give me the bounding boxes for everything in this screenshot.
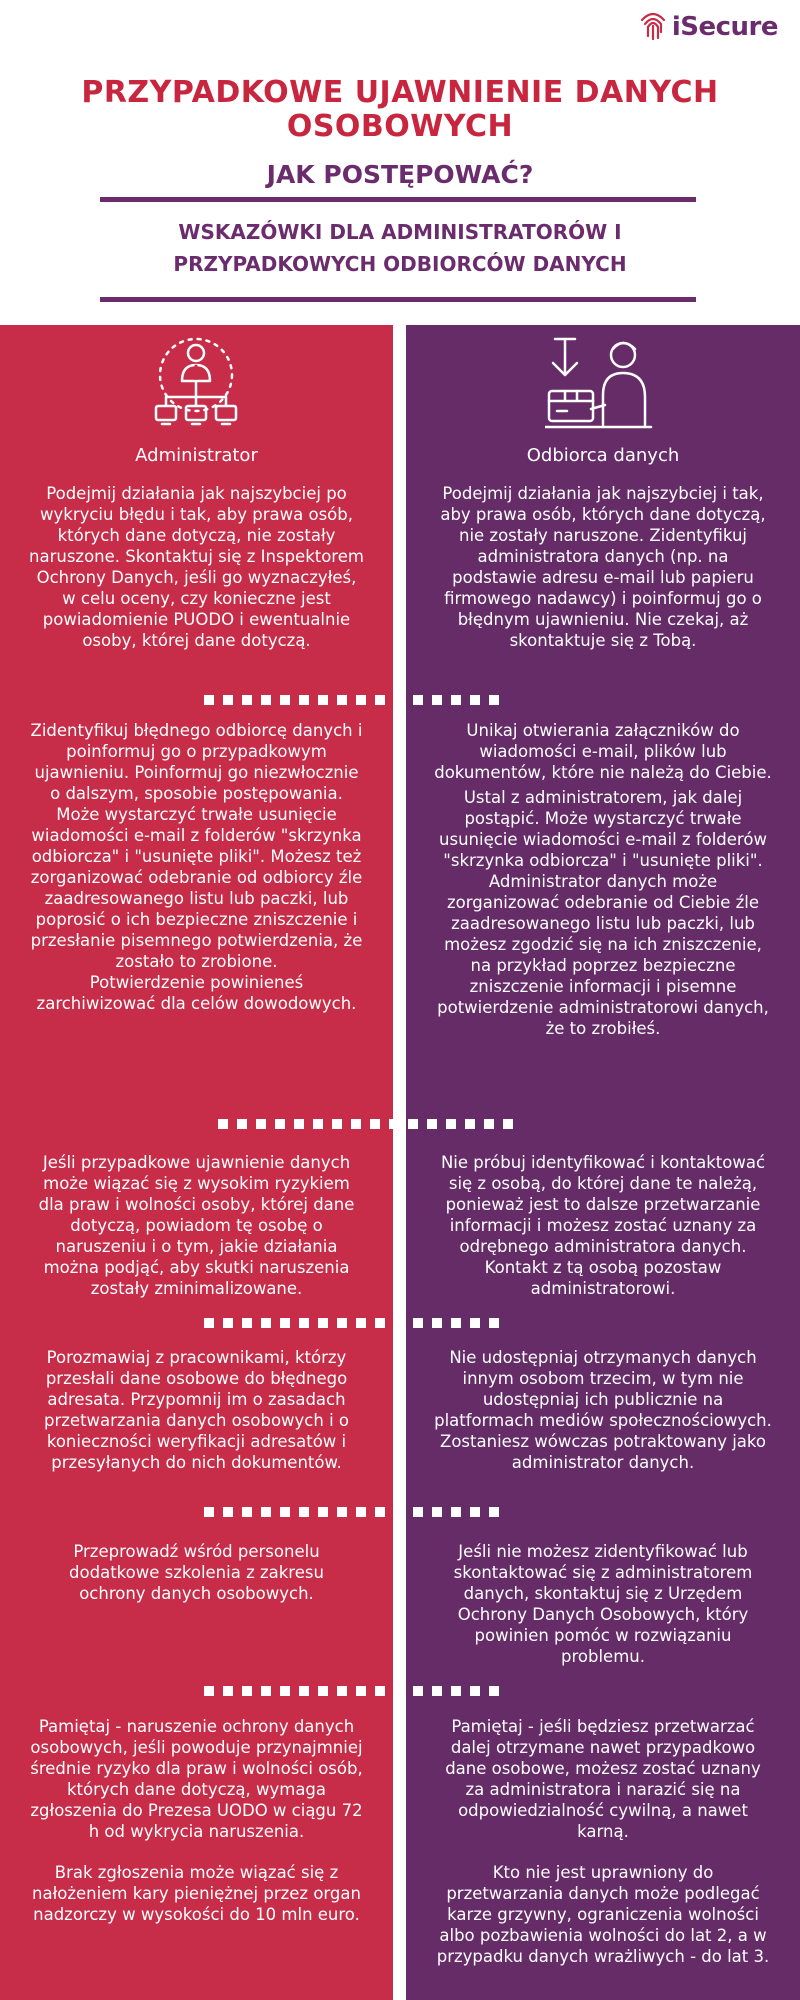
separator-square <box>237 1119 247 1129</box>
administrator-tip-2-text-b: Potwierdzenie powinieneś zarchiwizować dla celów dowodowych. <box>36 973 357 1013</box>
separator-square <box>470 1686 480 1696</box>
recipient-label: Odbiorca danych <box>526 445 680 466</box>
tips-heading <box>0 216 800 280</box>
separator-square <box>470 1507 480 1517</box>
brand-logo <box>638 8 778 46</box>
administrator-tip-3 <box>28 1152 365 1299</box>
recipient-tip-2 <box>434 720 772 1039</box>
separator-square <box>356 1507 366 1517</box>
separator-square <box>451 1507 461 1517</box>
dotted-separator <box>204 695 508 705</box>
dotted-separator <box>204 1686 508 1696</box>
administrator-tip-6-text-b: Brak zgłoszenia może wiązać się z nałożeniem kary pieniężnej przez organ nadzorczy w wysokości do 10 mln euro. <box>32 1863 361 1924</box>
administrator-tip-4-text: Porozmawiaj z pracownikami, którzy przesłali dane osobowe do błędnego adresata. Przypomnij im o zasadach przetwarzania danych osobowych i o konieczności weryfikacji adresatów i przesyłanych do nich dokumentów. <box>44 1348 349 1472</box>
recipient-tip-3-text: Nie próbuj identyfikować i kontaktować się z osobą, do której dane te należą, ponieważ jest to dalsze przetwarzanie informacji i możesz zostać uznany za odrębnego administratora danych. Kontakt z tą osobą pozostaw administratorowi. <box>440 1153 766 1298</box>
separator-square <box>318 1318 328 1328</box>
separator-square <box>242 695 252 705</box>
separator-square <box>299 695 309 705</box>
separator-square <box>218 1119 228 1129</box>
administrator-tip-6 <box>28 1716 365 1925</box>
brand-name: iSecure <box>671 12 778 42</box>
separator-square <box>375 1507 385 1517</box>
separator-square <box>489 1686 499 1696</box>
administrator-label: Administrator <box>135 445 258 466</box>
separator-square <box>223 1686 233 1696</box>
separator-square <box>294 1119 304 1129</box>
separator-square <box>280 695 290 705</box>
separator-square <box>337 695 347 705</box>
separator-square <box>318 1507 328 1517</box>
recipient-tip-4 <box>434 1347 772 1473</box>
separator-square <box>223 1507 233 1517</box>
divider-top <box>100 197 696 202</box>
recipient-tip-6-text-a: Pamiętaj - jeśli będziesz przetwarzać dalej otrzymane nawet przypadkowo dane osobowe, możesz zostać uznany za administratora i narazić się na odpowiedzialność cywilną, a nawet karną. <box>445 1717 761 1841</box>
separator-square <box>223 695 233 705</box>
separator-square <box>375 1686 385 1696</box>
separator-square <box>204 1686 214 1696</box>
separator-square <box>375 695 385 705</box>
separator-square <box>318 695 328 705</box>
recipient-tip-6-text-b: Kto nie jest uprawniony do przetwarzania danych może podlegać karze grzywny, ograniczenia wolności albo pozbawienia wolności do lat 2, a w przypadku danych wrażliwych - do lat 3. <box>436 1863 770 1966</box>
separator-square <box>261 1686 271 1696</box>
separator-square <box>280 1318 290 1328</box>
separator-square <box>451 695 461 705</box>
separator-square <box>370 1119 380 1129</box>
separator-square <box>394 695 404 705</box>
administrator-tip-1 <box>28 483 365 651</box>
separator-square <box>446 1119 456 1129</box>
separator-square <box>280 1507 290 1517</box>
separator-square <box>394 1686 404 1696</box>
separator-square <box>413 1318 423 1328</box>
separator-square <box>242 1507 252 1517</box>
administrator-tip-3-text: Jeśli przypadkowe ujawnienie danych może wiązać się z wysokim ryzykiem dla praw i wolności osoby, której dane dotyczą, powiadom tę osobę o naruszeniu i o tym, jakie działania można podjąć, aby skutki naruszenia zostały zminimalizowane. <box>38 1153 355 1298</box>
separator-square <box>318 1686 328 1696</box>
separator-square <box>432 1318 442 1328</box>
administrator-tip-2-text-a: Zidentyfikuj błędnego odbiorcę danych i poinformuj go o przypadkowym ujawnieniu. Poinformuj go niezwłocznie o dalszym, sposobie postępowania. Może wystarczyć trwałe usunięcie wiadomości e-mail z folderów "skrzynka odbiorcza" i "usunięte pliki". Możesz też zorganizować odebranie od odbiorcy źle zaadresowanego listu lub paczki, lub poprosić o ich bezpieczne zniszczenie i przesłanie pisemnego potwierdzenia, że zostało to zrobione. <box>30 721 363 971</box>
separator-square <box>204 1318 214 1328</box>
separator-square <box>356 1318 366 1328</box>
dotted-separator <box>204 1507 508 1517</box>
separator-square <box>489 1318 499 1328</box>
separator-square <box>427 1119 437 1129</box>
separator-square <box>299 1686 309 1696</box>
separator-square <box>242 1686 252 1696</box>
recipient-tip-2-text-a: Unikaj otwierania załączników do wiadomości e-mail, plików lub dokumentów, które nie należą do Ciebie. <box>434 721 772 782</box>
separator-square <box>489 695 499 705</box>
separator-square <box>413 695 423 705</box>
separator-square <box>470 695 480 705</box>
page-subtitle: JAK POSTĘPOWAĆ? <box>266 160 534 189</box>
administrator-tip-1-text: Podejmij działania jak najszybciej po wykryciu błędu i tak, aby prawa osób, których dane dotyczą, nie zostały naruszone. Skontaktuj się z Inspektorem Ochrony Danych, jeśli go wyznaczyłeś, w celu oceny, czy konieczne jest powiadomienie PUODO i ewentualnie osoby, której dane dotyczą. <box>29 484 364 650</box>
separator-square <box>204 1507 214 1517</box>
tips-heading-line-1: WSKAZÓWKI DLA ADMINISTRATORÓW I <box>178 220 622 244</box>
separator-square <box>356 695 366 705</box>
separator-square <box>432 695 442 705</box>
separator-square <box>275 1119 285 1129</box>
page-header <box>0 62 800 189</box>
separator-square <box>470 1318 480 1328</box>
separator-square <box>394 1318 404 1328</box>
separator-square <box>332 1119 342 1129</box>
separator-square <box>261 1507 271 1517</box>
separator-square <box>356 1686 366 1696</box>
recipient-tip-4-text: Nie udostępniaj otrzymanych danych innym osobom trzecim, w tym nie udostępniaj ich publicznie na platformach mediów społecznościowych. Zostaniesz wówczas potraktowany jako administrator danych. <box>434 1348 772 1472</box>
separator-square <box>503 1119 513 1129</box>
fingerprint-icon <box>638 8 668 46</box>
administrator-org-chart-icon <box>146 335 246 443</box>
administrator-tip-6-text-a: Pamiętaj - naruszenie ochrony danych osobowych, jeśli powoduje przynajmniej średnie ryzyko dla praw i wolności osób, których dane dotyczą, wymaga zgłoszenia do Prezesa UODO w ciągu 72 h od wykrycia naruszenia. <box>30 1717 363 1841</box>
separator-square <box>351 1119 361 1129</box>
separator-square <box>204 695 214 705</box>
separator-square <box>465 1119 475 1129</box>
separator-square <box>337 1686 347 1696</box>
separator-square <box>242 1318 252 1328</box>
separator-square <box>389 1119 399 1129</box>
separator-square <box>451 1318 461 1328</box>
separator-square <box>313 1119 323 1129</box>
recipient-with-package-icon <box>545 335 655 443</box>
page-title: PRZYPADKOWE UJAWNIENIE DANYCH OSOBOWYCH <box>81 75 719 144</box>
separator-square <box>413 1686 423 1696</box>
separator-square <box>256 1119 266 1129</box>
separator-square <box>394 1507 404 1517</box>
recipient-tip-5-text: Jeśli nie możesz zidentyfikować lub skontaktować się z administratorem danych, skontaktuj się z Urzędem Ochrony Danych Osobowych, który powinien pomóc w rozwiązaniu problemu. <box>453 1542 753 1666</box>
separator-square <box>484 1119 494 1129</box>
separator-square <box>432 1686 442 1696</box>
separator-square <box>299 1507 309 1517</box>
recipient-tip-5 <box>434 1541 772 1667</box>
separator-square <box>337 1318 347 1328</box>
recipient-tip-1-text: Podejmij działania jak najszybciej i tak, aby prawa osób, których dane dotyczą, nie zostały naruszone. Zidentyfikuj administratora danych (np. na podstawie adresu e-mail lub papieru firmowego nadawcy) i poinformuj go o błędnym ujawnieniu. Nie czekaj, aż skontaktuje się z Tobą. <box>440 484 766 650</box>
administrator-tip-2 <box>28 720 365 1014</box>
administrator-tip-4 <box>28 1347 365 1473</box>
tips-heading-line-2: PRZYPADKOWYCH ODBIORCÓW DANYCH <box>173 252 627 276</box>
separator-square <box>337 1507 347 1517</box>
separator-square <box>223 1318 233 1328</box>
separator-square <box>299 1318 309 1328</box>
recipient-tip-6 <box>434 1716 772 1967</box>
separator-square <box>261 695 271 705</box>
dotted-separator <box>204 1318 508 1328</box>
separator-square <box>408 1119 418 1129</box>
separator-square <box>451 1686 461 1696</box>
administrator-tip-5 <box>46 1541 347 1604</box>
recipient-tip-1 <box>434 483 772 651</box>
administrator-tip-5-text: Przeprowadź wśród personelu dodatkowe szkolenia z zakresu ochrony danych osobowych. <box>69 1542 324 1603</box>
separator-square <box>375 1318 385 1328</box>
divider-bottom <box>100 297 696 302</box>
separator-square <box>432 1507 442 1517</box>
recipient-tip-2-text-b: Ustal z administratorem, jak dalej postąpić. Może wystarczyć trwałe usunięcie wiadomości e-mail z folderów "skrzynka odbiorcza" i "usunięte pliki". Administrator danych może zorganizować odebranie od Ciebie źle zaadresowanego listu lub paczki, lub możesz zgodzić się na ich zniszczenie, na przykład poprzez bezpieczne zniszczenie informacji i pisemne potwierdzenie administratorowi danych, że to zrobiłeś. <box>437 788 769 1038</box>
dotted-separator <box>218 1119 522 1129</box>
separator-square <box>261 1318 271 1328</box>
separator-square <box>489 1507 499 1517</box>
separator-square <box>280 1686 290 1696</box>
recipient-tip-3 <box>434 1152 772 1299</box>
separator-square <box>413 1507 423 1517</box>
